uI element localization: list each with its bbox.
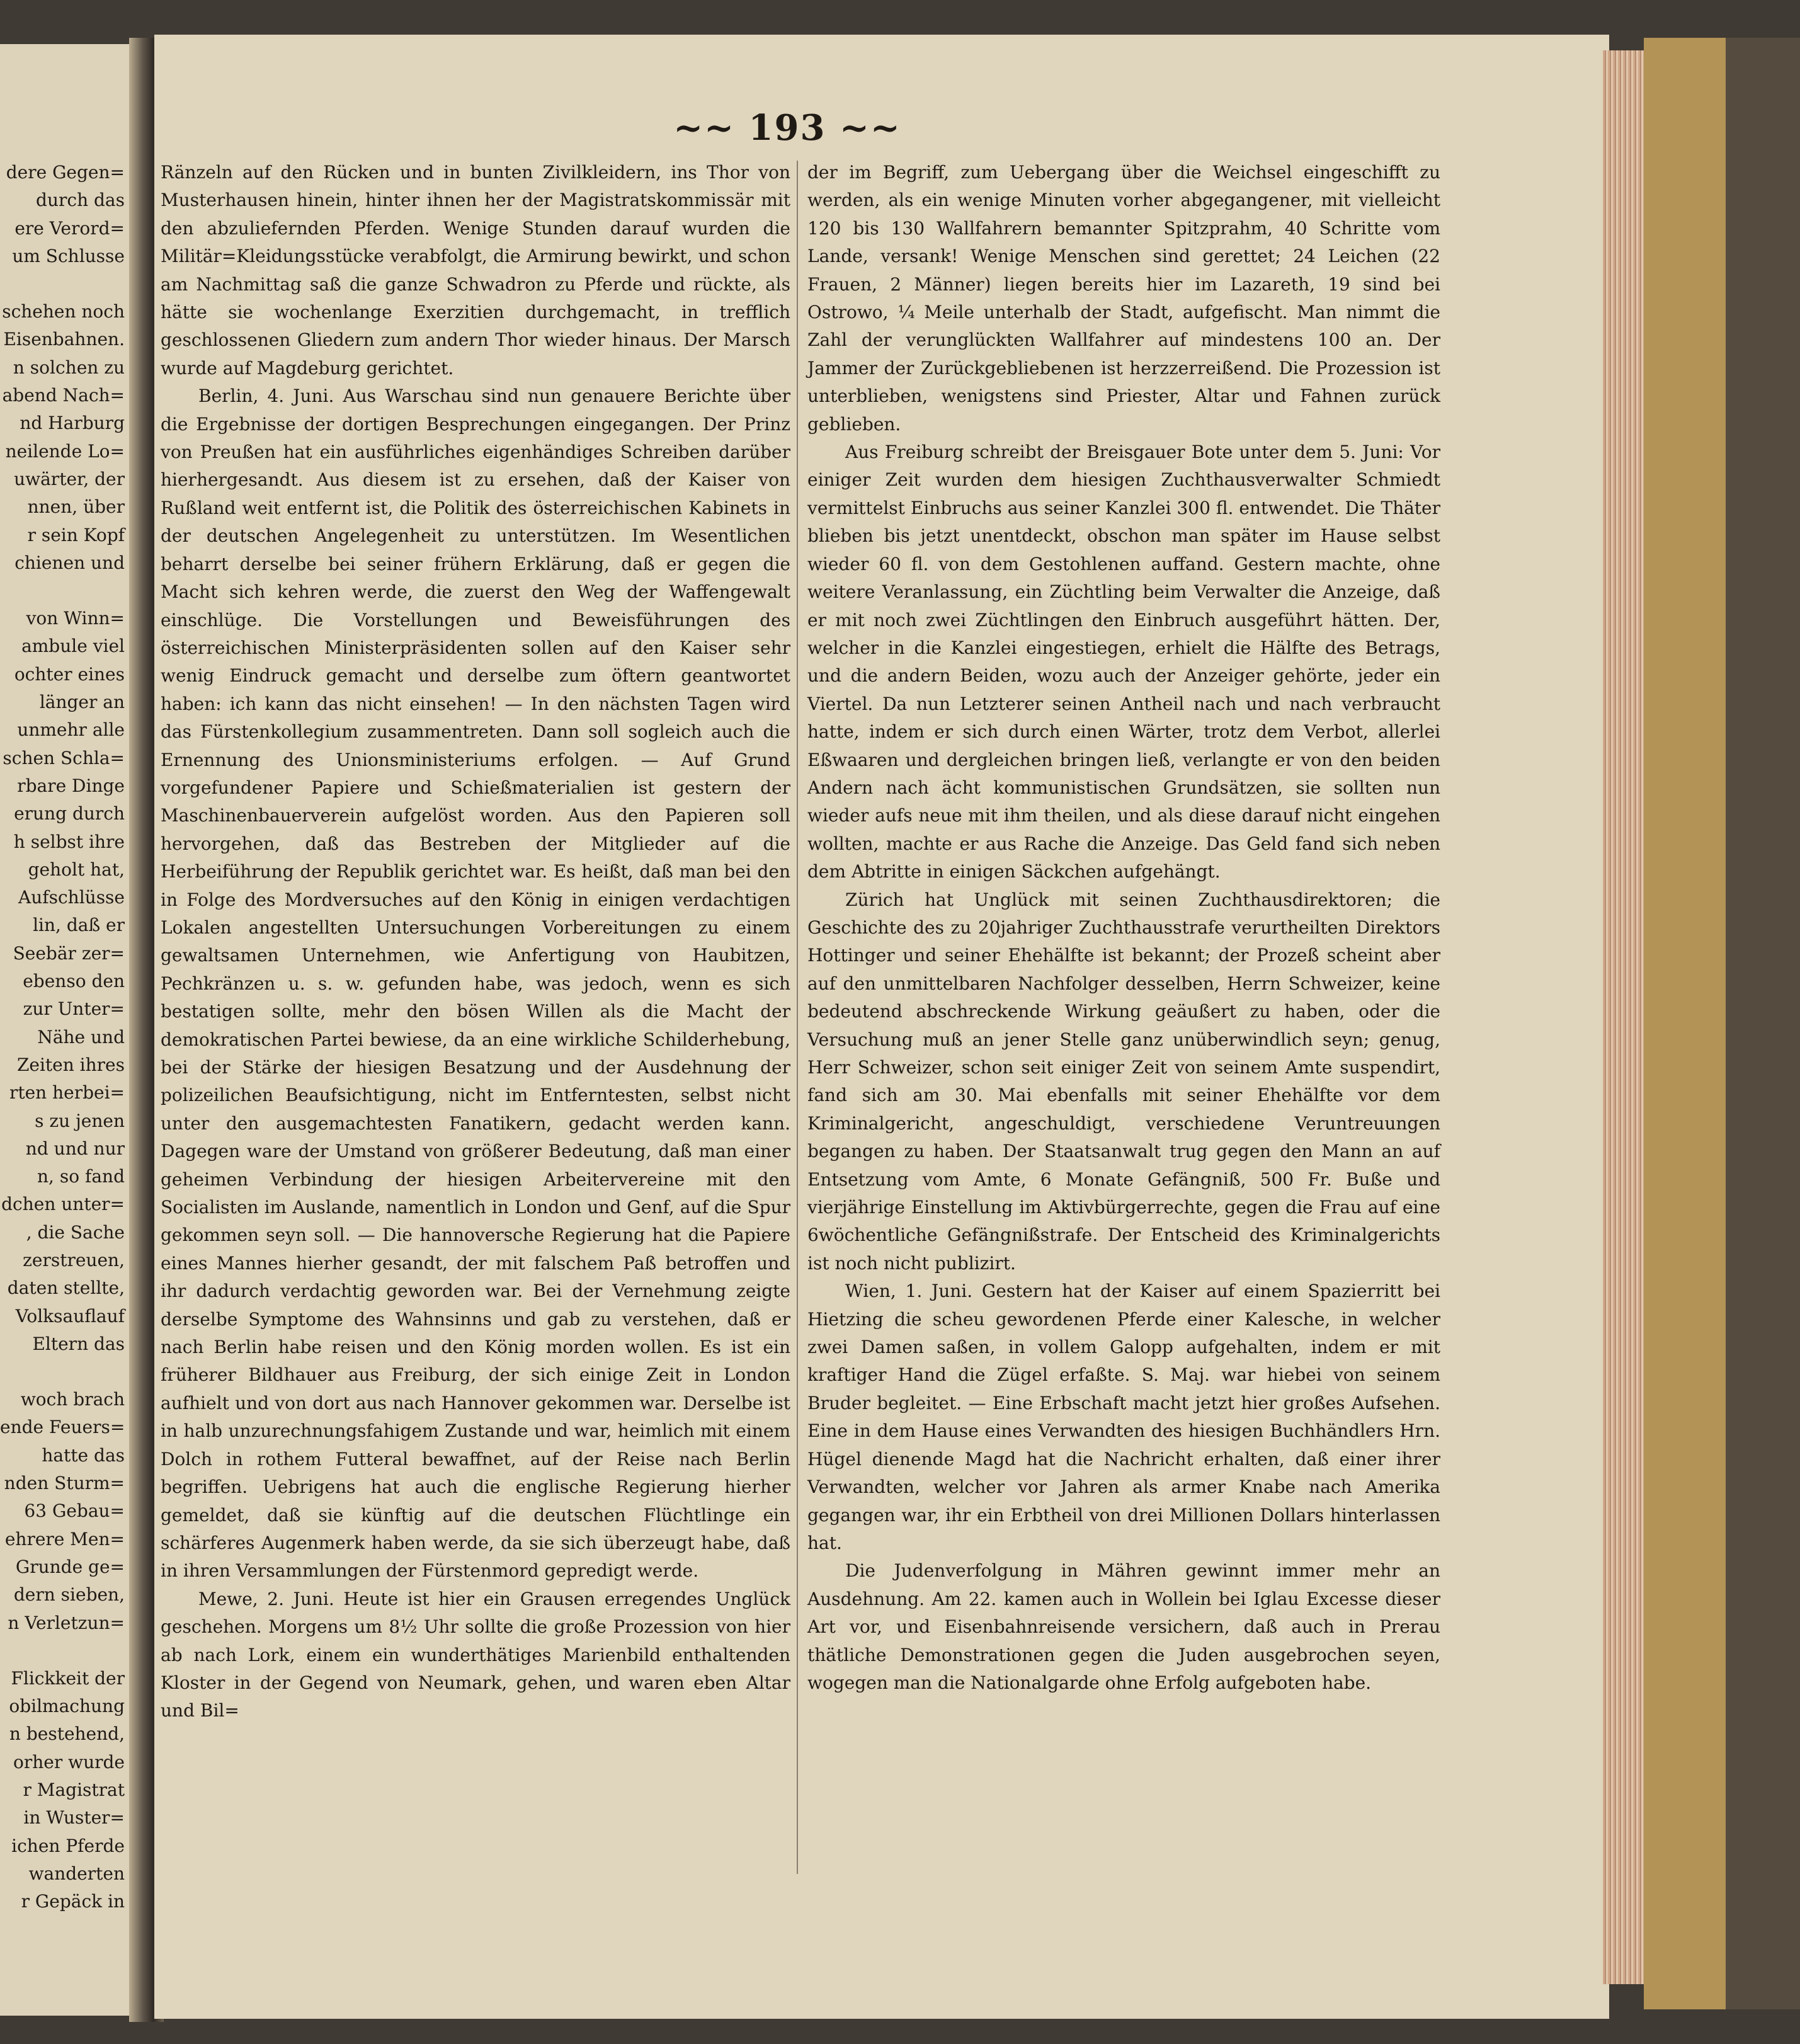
left-page-line: schen Schla= — [3, 747, 125, 768]
left-page-line: geholt hat, — [28, 859, 125, 880]
column-left — [161, 159, 790, 1725]
left-page-line: r Magistrat — [23, 1779, 125, 1801]
paragraph: Aus Freiburg schreibt der Breisgauer Bote unter dem 5. Juni: Vor einiger Zeit wurden dem hiesigen Zuchthausverwalter Schmiedt vermittelst Einbruchs aus seiner Kanzlei 300 fl. entwendet. Die Thäter blieben bis jetzt unentdeckt, obschon man später im Hause selbst wieder 60 fl. von dem Gestohlenen auffand. Gestern machte, ohne weitere Veranlassung, ein Züchtling beim Verwalter die Anzeige, daß er mit noch zwei Züchtlingen den Einbruch ausgeführt hätten. Der, welcher in die Kanzlei eingestiegen, erhielt die Hälfte des Betrags, und die andern Beiden, wozu auch der Anzeiger gehörte, jeder ein Viertel. Da nun Letzterer seinen Antheil nach und nach verbraucht hatte, indem er sich durch einen Wärter, trotz dem Verbot, allerlei Eßwaaren und dergleichen bringen ließ, verlangte er von den beiden Andern nach ächt kommunistischen Grundsätzen, sie sollten nun wieder aufs neue mit ihm theilen, und als diese darauf nicht eingehen wollten, machte er aus Rache die Anzeige. Das Geld fand sich neben dem Abtritte in einigen Säckchen aufgehängt. — [807, 442, 1440, 882]
left-page-line: von Winn= — [26, 608, 125, 629]
left-page-text — [0, 159, 125, 1916]
left-page-gap — [0, 1358, 125, 1386]
paragraph: Die Judenverfolgung in Mähren gewinnt immer mehr an Ausdehnung. Am 22. kamen auch in Wollein bei Iglau Excesse dieser Art vor, und Eisenbahnreisende versichern, daß auch in Prerau thätliche Demonstrationen gegen die Juden ausgebrochen seyen, wogegen man die Nationalgarde ohne Erfolg aufgeboten habe. — [807, 1560, 1440, 1693]
left-page-line: rten herbei= — [9, 1082, 125, 1104]
left-page-line: rbare Dinge — [17, 775, 125, 796]
left-page-line: lin, daß er — [33, 915, 125, 936]
left-page-line: ambule viel — [21, 636, 125, 657]
left-page-gap — [0, 577, 125, 605]
left-page-gap — [0, 270, 125, 298]
left-page-line: um Schlusse — [12, 245, 125, 266]
left-page-line: hatte das — [42, 1444, 125, 1466]
left-page-line: unmehr alle — [17, 719, 125, 741]
paragraph: Ränzeln auf den Rücken und in bunten Zivilkleidern, ins Thor von Musterhausen hinein, hinter ihnen her der Magistratskommissär mit den abzuliefernden Pferden. Wenige Stunden darauf wurden die Militär=Kleidungsstücke verabfolgt, die Armirung bewirkt, und schon am Nachmittag saß die ganze Schwadron zu Pferde und rückte, als hätte sie wochenlange Exerzitien durchgemacht, in trefflich geschlossenen Gliedern zum andern Thor wieder hinaus. Der Marsch wurde auf Magdeburg gerichtet. — [161, 162, 790, 379]
left-page-line: dere Gegen= — [6, 162, 125, 183]
left-page-line: n Verletzun= — [8, 1612, 125, 1633]
left-page-line: nden Sturm= — [4, 1473, 125, 1494]
left-page-line: Zeiten ihres — [16, 1054, 125, 1075]
left-page-line: Flickkeit der — [11, 1667, 125, 1689]
left-page-line: abend Nach= — [2, 385, 125, 406]
left-page-line: dern sieben, — [13, 1584, 125, 1606]
page-header — [668, 107, 907, 149]
cover-shadow — [1726, 38, 1800, 2009]
left-page-line: in Wuster= — [23, 1807, 125, 1829]
left-page-line: ere Verord= — [14, 217, 125, 239]
left-page-line: ehrere Men= — [4, 1528, 125, 1550]
left-page-line: h selbst ihre — [13, 831, 125, 852]
left-page-line: nd Harburg — [20, 413, 125, 434]
paragraph: Mewe, 2. Juni. Heute ist hier ein Grausen erregendes Unglück geschehen. Morgens um 8½ Uhr sollte die große Prozession von hier ab nach Lork, einem ein wunderthätiges Marienbild enthaltenden Kloster in der Gegend von Neumark, gehen, und waren eben Altar und Bil= — [161, 1588, 790, 1721]
left-page-line: Aufschlüsse — [18, 887, 125, 908]
left-page-line: neilende Lo= — [5, 440, 125, 462]
left-page-line: Grunde ge= — [15, 1556, 125, 1577]
column-right — [807, 159, 1440, 1697]
paragraph: Wien, 1. Juni. Gestern hat der Kaiser auf einem Spazierritt bei Hietzing die scheu gewordenen Pferde einer Kalesche, in welcher zwei Damen saßen, in vollem Galopp aufgehalten, indem er mit kraftiger Hand die Zügel erfaßte. S. Maj. war hiebei von seinem Bruder begleitet. — Eine Erbschaft macht jetzt hier großes Aufsehen. Eine in dem Hause eines Verwandten des hiesigen Buchhändlers Hrn. Hügel dienende Magd hat die Nachricht erhalten, daß einer ihrer Verwandten, welcher vor Jahren als armer Knabe nach Amerika gegangen war, ihr ein Erbtheil von drei Millionen Dollars hinterlassen hat. — [807, 1281, 1440, 1553]
book-cover — [1644, 38, 1738, 2009]
column-divider — [797, 161, 798, 1874]
left-page-line: ochter eines — [14, 663, 125, 685]
left-page-line: uwärter, der — [14, 468, 125, 489]
left-page-line: zerstreuen, — [23, 1249, 125, 1270]
left-page-line: orher wurde — [13, 1751, 125, 1773]
ornament-left: ~~ — [673, 107, 736, 149]
left-page-line: Volksauflauf — [15, 1305, 125, 1327]
left-page-line: obilmachung — [9, 1696, 125, 1717]
left-page-line: wanderten — [28, 1863, 125, 1884]
left-page-line: , die Sache — [26, 1221, 125, 1243]
page-number: 193 — [748, 107, 826, 149]
left-page-line: dchen unter= — [1, 1194, 125, 1215]
left-page-line: n solchen zu — [13, 357, 125, 378]
left-page-line: zur Unter= — [23, 998, 125, 1020]
left-page-line: nd und nur — [25, 1138, 125, 1159]
left-page-line: daten stellte, — [7, 1277, 125, 1299]
left-page-line: r sein Kopf — [27, 524, 125, 545]
left-page-line: ichen Pferde — [11, 1835, 125, 1856]
paragraph: Zürich hat Unglück mit seinen Zuchthausdirektoren; die Geschichte des zu 20jahriger Zuchthausstrafe verurtheilten Direktors Hottinger und seiner Ehehälfte ist bekannt; der Prozeß scheint aber auf den unmittelbaren Nachfolger desselben, Herrn Schweizer, keine bedeutend abschreckende Wirkung geäußert zu haben, oder die Versuchung muß an jener Stelle ganz unüberwindlich seyn; genug, Herr Schweizer, schon seit einiger Zeit von seinem Amte suspendirt, fand sich am 30. Mai ebenfalls mit seiner Ehehälfte vor dem Kriminalgericht, angeschuldigt, verschiedene Veruntreuungen begangen zu haben. Der Staatsanwalt trug gegen den Mann an auf Entsetzung vom Amte, 6 Monate Gefängniß, 500 Fr. Buße und vierjährige Einstellung im Aktivbürgerrechte, gegen die Frau auf eine 6wöchentliche Gefängnißstrafe. Der Entscheid des Kriminalgerichts ist noch nicht publizirt. — [807, 889, 1440, 1274]
left-page-line: erung durch — [14, 803, 125, 825]
ornament-right: ~~ — [839, 107, 901, 149]
left-page-line: r Gepäck in — [21, 1891, 125, 1912]
left-page-line: durch das — [36, 190, 125, 211]
left-page-line: woch brach — [20, 1389, 125, 1410]
left-page-gap — [0, 1637, 125, 1665]
left-page-line: ende Feuers= — [0, 1417, 125, 1438]
left-page-line: schehen noch — [2, 301, 125, 323]
paragraph: der im Begriff, zum Uebergang über die Weichsel eingeschifft zu werden, als ein wenige Minuten vorher abgegangener, mit vielleicht 120 bis 130 Wallfahrern bemannter Spitzprahm, 40 Schritte vom Lande, versank! Wenige Menschen sind gerettet; 24 Leichen (22 Frauen, 2 Männer) liegen bereits hier im Lazareth, 19 sind bei Ostrowo, ¼ Meile unterhalb der Stadt, aufgefischt. Man nimmt die Zahl der verunglückten Wallfahrer auf mindestens 100 an. Der Jammer der Zurückgebliebenen ist herzzerreißend. Die Prozession ist unterblieben, wenigstens sind Priester, Altar und Fahnen zurück geblieben. — [807, 162, 1440, 435]
left-page-line: s zu jenen — [35, 1110, 125, 1131]
left-page-line: 63 Gebau= — [24, 1500, 125, 1522]
left-page-line: n, so fand — [37, 1166, 125, 1187]
left-page-line: Nähe und — [37, 1026, 125, 1048]
left-page-line: n bestehend, — [9, 1723, 125, 1745]
left-page-line: Seebär zer= — [13, 942, 125, 964]
paragraph: Berlin, 4. Juni. Aus Warschau sind nun genauere Berichte über die Ergebnisse der dortigen Besprechungen eingegangen. Der Prinz von Preußen hat ein ausführliches eigenhändiges Schreiben darüber hierhergesandt. Aus diesem ist zu ersehen, daß der Kaiser von Rußland weit entfernt ist, die Politik des österreichischen Kabinets in der deutschen Angelegenheit zu unterstützen. Im Wesentlichen beharrt derselbe bei seiner frühern Erklärung, daß er gegen die Macht sich kehren werde, die zuerst den Weg der Waffengewalt einschlüge. Die Vorstellungen und Beweisführungen des österreichischen Ministerpräsidenten sollen auf den Kaiser sehr wenig Eindruck gemacht und derselbe zum öftern geantwortet haben: ich kann das nicht einsehen! — In den nächsten Tagen wird das Fürstenkollegium zusammentreten. Dann soll sogleich auch die Ernennung des Unionsministeriums erfolgen. — Auf Grund vorgefundener Papiere und Schießmaterialien ist gestern der Maschinenbauerverein aufgelöst worden. Aus den Papieren soll hervorgehen, daß das Bestreben der Mitglieder auf die Herbeiführung der Republik gerichtet war. Es heißt, daß man bei den in Folge des Mordversuches auf den König in einigen verdachtigen Lokalen angestellten Untersuchungen Vorbereitungen zu einem gewaltsamen Unternehmen, wie Anfertigung von Haubitzen, Pechkränzen u. s. w. gefunden habe, was jedoch, wenn es sich bestatigen sollte, mehr den bösen Willen als die Macht der demokratischen Partei bewiese, da an eine wirkliche Schilderhebung, bei der Stärke der hiesigen Besatzung und der Ausdehnung der polizeilichen Beaufsichtigung, nicht im Entferntesten, selbst nicht unter den ausgemachtesten Fanatikern, gedacht werden kann. Dagegen ware der Umstand von größerer Bedeutung, daß man einer geheimen Verbindung der hiesigen Arbeitervereine mit den Socialisten im Auslande, namentlich in London und Genf, auf die Spur gekommen seyn soll. — Die hannoversche Regierung hat die Papiere eines Mannes hierher gesandt, der mit falschem Paß betroffen und ihr dadurch verdachtig geworden war. Bei der Vernehmung zeigte derselbe Symptome des Wahnsinns und gab zu verstehen, daß er nach Berlin habe reisen und den König morden wollen. Es ist ein früherer Bildhauer aus Freiburg, der sich einige Zeit in London aufhielt und von dort aus nach Hannover gekommen war. Derselbe ist in halb unzurechnungsfahigem Zustande und war, heimlich mit einem Dolch in rothem Futteral bewaffnet, auf der Reise nach Berlin begriffen. Uebrigens hat auch die englische Regierung hierher gemeldet, daß sie künftig auf die deutschen Flüchtlinge ein schärferes Augenmerk haben werde, da sie sich überzeugt habe, daß in ihren Versammlungen der Fürstenmord gepredigt werde. — [161, 385, 790, 1582]
left-page-line: ebenso den — [23, 971, 125, 992]
left-page-line: länger an — [39, 692, 125, 713]
left-page-line: chienen und — [14, 552, 125, 573]
left-page-line: Eltern das — [32, 1333, 125, 1354]
left-page-line: Eisenbahnen. — [3, 329, 125, 350]
left-page-line: nnen, über — [27, 496, 125, 518]
